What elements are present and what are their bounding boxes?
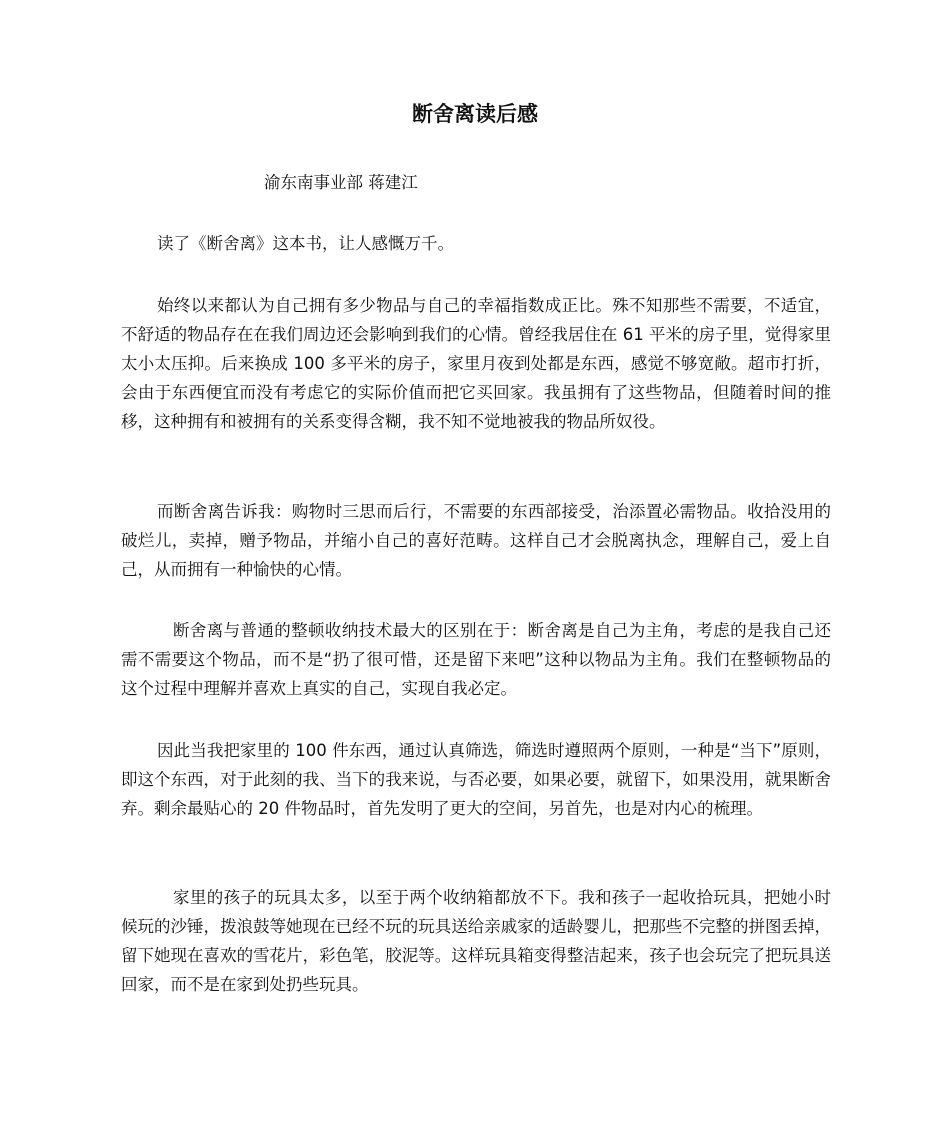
page-title: 断舍离读后感 <box>412 102 538 126</box>
paragraph-1: 读了《断舍离》这本书，让人感慨万千。 <box>157 234 454 253</box>
paragraph-3: 而断舍离告诉我：购物时三思而后行，不需要的东西部接受，治添置必需物品。收拾没用的破烂儿，卖掉，赠予物品，并缩小自己的喜好范畴。这样自己才会脱离执念，理解自己，爱上自己，从而拥有一种愉快的心情。 <box>121 502 831 579</box>
paragraph-2: 始终以来都认为自己拥有多少物品与自己的幸福指数成正比。殊不知那些不需要，不适宜，不舒适的物品存在在我们周边还会影响到我们的心情。曾经我居住在 61 平米的房子里，觉得家里太小太压抑。后来换成 100 多平米的房子，家里月夜到处都是东西，感觉不够宽敞。超市打折，会由于东西便宜而没有考虑它的实际价值而把它买回家。我虽拥有了这些物品，但随着时间的推移，这种拥有和被拥有的关系变得含糊，我不知不觉地被我的物品所奴役。 <box>121 296 831 431</box>
paragraph-6: 家里的孩子的玩具太多，以至于两个收纳箱都放不下。我和孩子一起收拾玩具，把她小时候玩的沙锤，拨浪鼓等她现在已经不玩的玩具送给亲戚家的适龄婴儿，把那些不完整的拼图丢掉，留下她现在喜欢的雪花片，彩色笔，胶泥等。这样玩具箱变得整洁起来，孩子也会玩完了把玩具送回家，而不是在家到处扔些玩具。 <box>121 888 831 994</box>
paragraph-5: 因此当我把家里的 100 件东西，通过认真筛选，筛选时遵照两个原则，一种是“当下”原则，即这个东西，对于此刻的我、当下的我来说，与否必要，如果必要，就留下，如果没用，就果断舍弃。剩余最贴心的 20 件物品时，首先发明了更大的空间，另首先，也是对内心的梳理。 <box>121 741 831 818</box>
author-line: 渝东南事业部 蒋建江 <box>264 173 418 192</box>
paragraph-4: 断舍离与普通的整顿收纳技术最大的区别在于：断舍离是自己为主角，考虑的是我自己还需不需要这个物品，而不是“扔了很可惜，还是留下来吧”这种以物品为主角。我们在整顿物品的这个过程中理解并喜欢上真实的自己，实现自我必定。 <box>121 621 831 698</box>
